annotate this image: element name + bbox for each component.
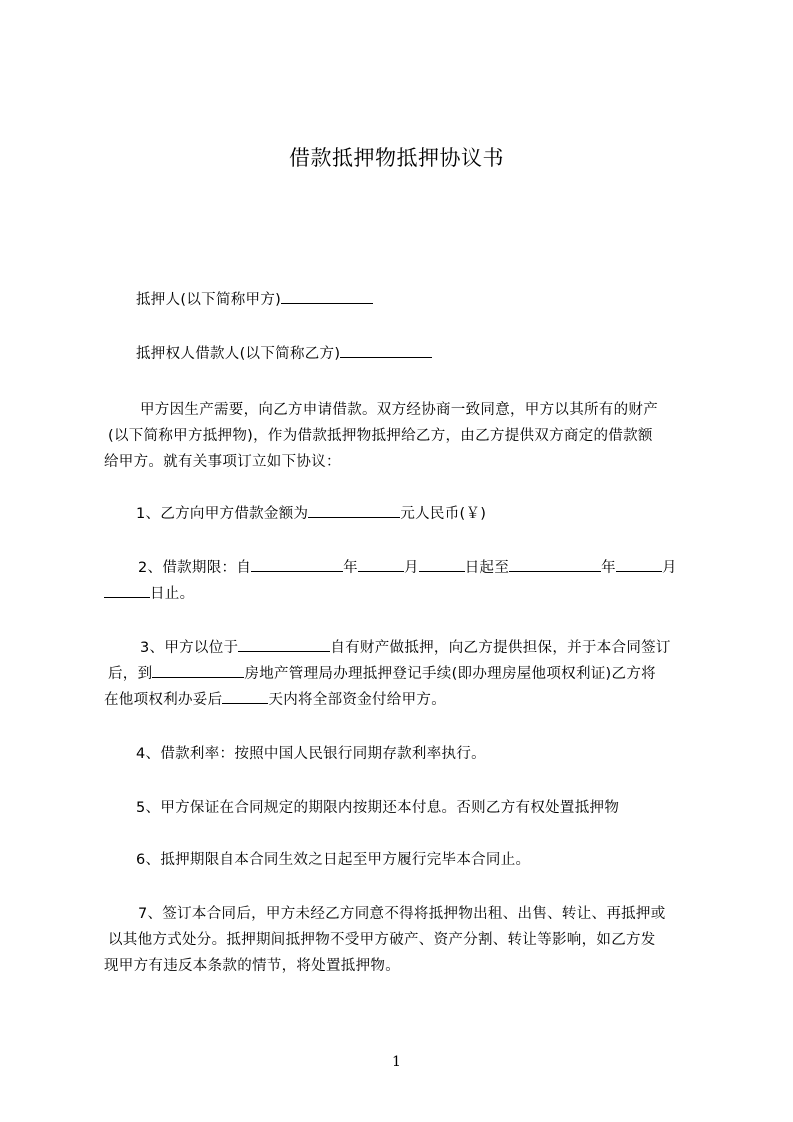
clause-2-prefix: 2、借款期限：自	[138, 560, 252, 576]
clause-1-prefix: 1、乙方向甲方借款金额为	[136, 506, 309, 522]
clause-2-line-2	[104, 580, 714, 608]
clause-3-days-blank	[222, 689, 268, 704]
clause-3-l1-suffix: 自有财产做抵押，向乙方提供担保，并于本合同签订	[330, 640, 671, 656]
mortgagor-line	[104, 286, 746, 314]
mortgagor-blank	[281, 289, 373, 304]
intro-line-1: 甲方因生产需要，向乙方申请借款。双方经协商一致同意，甲方以其所有的财产	[140, 402, 658, 418]
clause-2-end: 日止。	[150, 586, 195, 602]
clause-3-l3-suffix: 天内将全部资金付给甲方。	[268, 692, 447, 708]
intro-line-2: (以下简称甲方抵押物)，作为借款抵押物抵押给乙方，由乙方提供双方商定的借款额	[108, 428, 653, 444]
document-title: 借款抵押物抵押协议书	[289, 146, 504, 170]
clause-1-suffix: 元人民币(￥)	[400, 506, 487, 522]
clause-6: 6、抵押期限自本合同生效之日起至甲方履行完毕本合同止。	[136, 852, 531, 868]
intro-line-3: 给甲方。就有关事项订立如下协议：	[104, 454, 341, 470]
clause-3-line-3	[104, 686, 714, 714]
clause-2-year-2: 年	[601, 560, 616, 576]
clause-4: 4、借款利率：按照中国人民银行同期存款利率执行。	[136, 746, 486, 762]
mortgagee-line	[104, 340, 746, 368]
clause-2-line-1	[104, 554, 748, 582]
clause-3-l1-prefix: 3、甲方以位于	[140, 640, 239, 656]
clause-1	[104, 500, 746, 528]
clause-2-day-1: 日起至	[464, 560, 510, 576]
clause-2-end-day-blank	[104, 583, 150, 598]
clause-2-start-year-blank	[251, 557, 343, 572]
clause-3-l2-prefix: 后，到	[108, 666, 153, 682]
clause-3-l2-suffix: 房地产管理局办理抵押登记手续(即办理房屋他项权利证)乙方将	[244, 666, 656, 682]
clause-3-l3-prefix: 在他项权利办妥后	[104, 692, 223, 708]
clause-7-line-2: 以其他方式处分。抵押期间抵押物不受甲方破产、资产分割、转让等影响，如乙方发	[108, 932, 656, 948]
clause-3-bureau-blank	[152, 663, 244, 678]
clause-2-start-month-blank	[358, 557, 404, 572]
clause-2-end-year-blank	[509, 557, 601, 572]
page-number: 1	[392, 1054, 401, 1070]
clause-3-location-blank	[238, 637, 330, 652]
clause-5: 5、甲方保证在合同规定的期限内按期还本付息。否则乙方有权处置抵押物	[136, 800, 620, 816]
clause-2-start-day-blank	[419, 557, 465, 572]
clause-2-year-1: 年	[343, 560, 358, 576]
clause-7-line-1: 7、签订本合同后，甲方未经乙方同意不得将抵押物出租、出售、转让、再抵押或	[138, 906, 666, 922]
mortgagee-blank	[340, 343, 432, 358]
clause-1-amount-blank	[308, 503, 400, 518]
clause-7-line-3: 现甲方有违反本条款的情节，将处置抵押物。	[104, 958, 400, 974]
clause-2-month-2: 月	[661, 560, 677, 576]
clause-2-end-month-blank	[616, 557, 662, 572]
clause-2-month-1: 月	[403, 560, 419, 576]
clause-3-line-1	[104, 634, 750, 662]
clause-3-line-2	[108, 660, 718, 688]
mortgagor-label: 抵押人(以下简称甲方)	[136, 292, 282, 308]
mortgagee-label: 抵押权人借款人(以下简称乙方)	[136, 346, 341, 362]
